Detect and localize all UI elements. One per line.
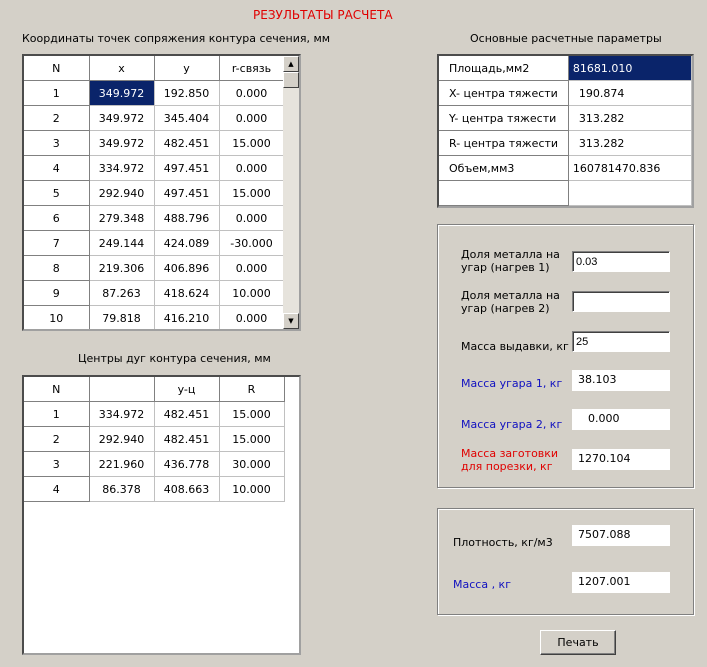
cell-y[interactable]: 482.451	[154, 131, 219, 156]
table-row	[24, 281, 284, 306]
frac1-input[interactable]	[572, 251, 670, 272]
cell-x[interactable]: 279.348	[89, 206, 154, 231]
table-row	[24, 306, 284, 331]
cell-r[interactable]: 15.000	[219, 402, 284, 427]
mass-label: Масса , кг	[453, 578, 511, 591]
params-caption: Основные расчетные параметры	[470, 32, 662, 45]
row-number: 10	[24, 306, 89, 331]
table-row	[24, 131, 284, 156]
cell-x[interactable]: 219.306	[89, 256, 154, 281]
coords-scrollbar[interactable]	[283, 56, 299, 329]
arrow-down-icon: ▼	[288, 317, 294, 325]
table-row	[24, 256, 284, 281]
cell-y[interactable]: 345.404	[154, 106, 219, 131]
param-label	[439, 181, 568, 206]
cell-r[interactable]: 15.000	[219, 131, 284, 156]
cell-y[interactable]: 488.796	[154, 206, 219, 231]
row-number: 9	[24, 281, 89, 306]
row-number: 4	[24, 477, 89, 502]
arrow-up-icon: ▲	[288, 60, 294, 68]
coords-caption: Координаты точек сопряжения контура сечения, мм	[22, 32, 331, 45]
arcs-header-r[interactable]: R	[219, 377, 284, 402]
cell-xc[interactable]: 292.940	[89, 427, 154, 452]
param-row	[439, 156, 692, 181]
burn1-value: 38.103	[572, 370, 670, 391]
frac2-input[interactable]	[572, 291, 670, 312]
row-number: 1	[24, 402, 89, 427]
table-row	[24, 81, 284, 106]
table-row	[24, 106, 284, 131]
cell-y[interactable]: 416.210	[154, 306, 219, 331]
cell-y[interactable]: 497.451	[154, 181, 219, 206]
cell-y[interactable]: 424.089	[154, 231, 219, 256]
cell-y[interactable]: 406.896	[154, 256, 219, 281]
row-number: 2	[24, 106, 89, 131]
param-value[interactable]: 190.874	[568, 81, 691, 106]
param-row	[439, 106, 692, 131]
row-number: 2	[24, 427, 89, 452]
scroll-up-button[interactable]	[283, 56, 299, 72]
cell-r[interactable]: 30.000	[219, 452, 284, 477]
param-value[interactable]: 313.282	[568, 131, 691, 156]
page-title: РЕЗУЛЬТАТЫ РАСЧЕТА	[253, 8, 393, 22]
cell-xc[interactable]: 86.378	[89, 477, 154, 502]
coords-header-r[interactable]: r-связь	[219, 56, 284, 81]
cell-xc[interactable]: 334.972	[89, 402, 154, 427]
scroll-down-button[interactable]	[283, 313, 299, 329]
cell-x[interactable]: 292.940	[89, 181, 154, 206]
param-label: X- центра тяжести	[439, 81, 568, 106]
row-number: 7	[24, 231, 89, 256]
cell-yc[interactable]: 482.451	[154, 402, 219, 427]
scroll-thumb[interactable]	[283, 72, 299, 88]
table-row	[24, 452, 284, 477]
mass-out-input[interactable]	[572, 331, 670, 352]
blank-value: 1270.104	[572, 449, 670, 470]
cell-x[interactable]: 349.972	[89, 81, 154, 106]
density-label: Плотность, кг/м3	[453, 536, 553, 549]
params-grid[interactable]	[437, 54, 694, 208]
cell-r[interactable]: 0.000	[219, 206, 284, 231]
print-button[interactable]: Печать	[540, 630, 616, 655]
table-row	[24, 231, 284, 256]
cell-x[interactable]: 79.818	[89, 306, 154, 331]
row-number: 3	[24, 452, 89, 477]
param-row	[439, 181, 692, 206]
param-value[interactable]: 313.282	[568, 106, 691, 131]
cell-x[interactable]: 249.144	[89, 231, 154, 256]
row-number: 3	[24, 131, 89, 156]
mass-value: 1207.001	[572, 572, 670, 593]
param-value[interactable]: 81681.010	[568, 56, 691, 81]
cell-r[interactable]: 0.000	[219, 81, 284, 106]
coords-header-y[interactable]: y	[154, 56, 219, 81]
param-label: Площадь,мм2	[439, 56, 568, 81]
param-row	[439, 131, 692, 156]
param-row	[439, 81, 692, 106]
cell-r[interactable]: -30.000	[219, 231, 284, 256]
cell-y[interactable]: 497.451	[154, 156, 219, 181]
row-number: 5	[24, 181, 89, 206]
cell-r[interactable]: 15.000	[219, 427, 284, 452]
cell-r[interactable]: 15.000	[219, 181, 284, 206]
param-label: Y- центра тяжести	[439, 106, 568, 131]
arcs-header-row	[24, 377, 284, 402]
burn1-label: Масса угара 1, кг	[461, 377, 563, 390]
coords-header-x[interactable]: x	[89, 56, 154, 81]
cell-xc[interactable]: 221.960	[89, 452, 154, 477]
cell-r[interactable]: 10.000	[219, 281, 284, 306]
cell-y[interactable]: 192.850	[154, 81, 219, 106]
table-row	[24, 181, 284, 206]
arcs-caption: Центры дуг контура сечения, мм	[78, 352, 271, 365]
arcs-header-n[interactable]: N	[24, 377, 89, 402]
param-value[interactable]	[568, 181, 691, 206]
row-number: 8	[24, 256, 89, 281]
cell-yc[interactable]: 482.451	[154, 427, 219, 452]
cell-yc[interactable]: 436.778	[154, 452, 219, 477]
param-row	[439, 56, 692, 81]
table-row	[24, 427, 284, 452]
frac2-label: Доля металла на угар (нагрев 2)	[461, 289, 560, 315]
cell-yc[interactable]: 408.663	[154, 477, 219, 502]
cell-x[interactable]: 87.263	[89, 281, 154, 306]
table-row	[24, 156, 284, 181]
coords-header-n[interactable]: N	[24, 56, 89, 81]
table-row	[24, 477, 284, 502]
cell-r[interactable]: 0.000	[219, 306, 284, 331]
density-value: 7507.088	[572, 525, 670, 546]
coords-grid[interactable]	[22, 54, 301, 331]
burn2-label: Масса угара 2, кг	[461, 418, 563, 431]
cell-r[interactable]: 10.000	[219, 477, 284, 502]
cell-r[interactable]: 0.000	[219, 106, 284, 131]
cell-x[interactable]: 334.972	[89, 156, 154, 181]
param-value[interactable]: 160781470.836	[568, 156, 691, 181]
row-number: 1	[24, 81, 89, 106]
arcs-grid[interactable]	[22, 375, 301, 655]
cell-r[interactable]: 0.000	[219, 256, 284, 281]
row-number: 4	[24, 156, 89, 181]
mass-out-label: Масса выдавки, кг	[461, 340, 569, 353]
table-row	[24, 206, 284, 231]
arcs-header-yc[interactable]: y-ц	[154, 377, 219, 402]
burn2-value: 0.000	[572, 409, 670, 430]
table-row	[24, 402, 284, 427]
coords-header-row	[24, 56, 284, 81]
cell-r[interactable]: 0.000	[219, 156, 284, 181]
param-label: Объем,мм3	[439, 156, 568, 181]
frac1-label: Доля металла на угар (нагрев 1)	[461, 248, 560, 274]
cell-x[interactable]: 349.972	[89, 106, 154, 131]
blank-label: Масса заготовки для порезки, кг	[461, 447, 559, 473]
cell-y[interactable]: 418.624	[154, 281, 219, 306]
cell-x[interactable]: 349.972	[89, 131, 154, 156]
param-label: R- центра тяжести	[439, 131, 568, 156]
arcs-header-xc[interactable]: x-ц	[89, 377, 154, 402]
row-number: 6	[24, 206, 89, 231]
